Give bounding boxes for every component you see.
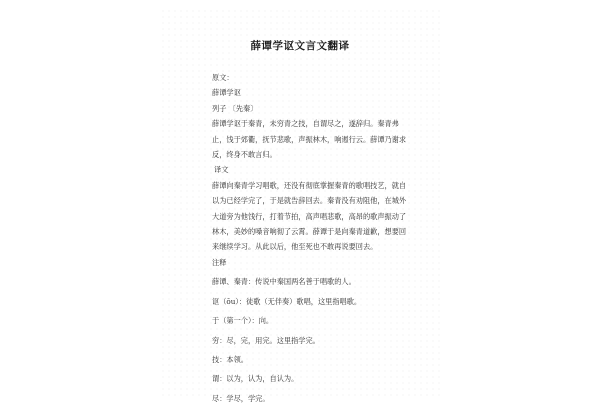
original-heading: 原文： <box>212 73 234 82</box>
note-item: 穷：尽，完，用完。这里指学完。 <box>212 335 320 345</box>
note-item: 于（第一个）：向。 <box>212 316 274 326</box>
document-page <box>160 8 440 403</box>
note-item: 尽：学尽，学完。 <box>212 393 270 403</box>
document-title: 薛谭学讴文言文翻译 <box>250 40 350 52</box>
text-title: 薛谭学讴 <box>212 88 241 98</box>
translation-text: 薛谭向秦青学习唱歌，还没有彻底掌握秦青的歌唱技艺，就自以为已经学完了，于是就告辞回去。秦青没有劝阻他，在城外大道旁为他饯行，打着节拍，高声唱悲歌，高昂的歌声振动了林木，美妙的嗓音响彻了云霄。薛谭于是向秦青道歉，想要回来继续学习。从此以后，他至死也不敢再说要回去。 <box>212 180 407 252</box>
note-item: 薛谭、秦青：传说中秦国两名善于唱歌的人。 <box>212 277 356 287</box>
note-item: 讴（ōu）：徒歌（无伴奏）歌唱，这里指唱歌。 <box>212 296 362 306</box>
original-text: 薛谭学讴于秦青，未穷青之技，自谓尽之，遂辞归。秦青弗止，饯于郊衢，抚节悲歌，声振林木，响遏行云。薛谭乃谢求反，终身不敢言归。 <box>212 119 407 160</box>
note-item: 技：本领。 <box>212 354 248 364</box>
note-item: 谓：以为，认为，自认为。 <box>212 374 299 384</box>
translation-heading: 译文 <box>214 165 229 175</box>
notes-heading: 注释 <box>212 257 227 267</box>
document-body <box>212 70 408 406</box>
author-line: 列子 〔先秦〕 <box>212 103 258 113</box>
